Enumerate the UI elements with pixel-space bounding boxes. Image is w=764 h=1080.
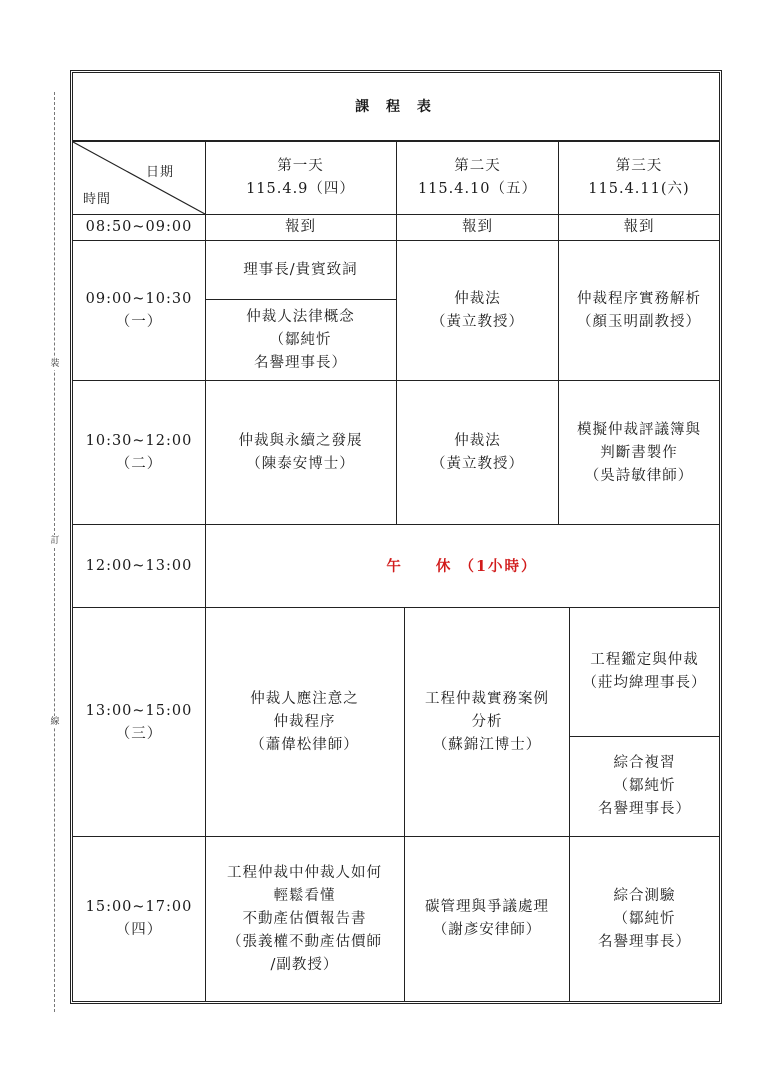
lunch-break: 午 休 （1小時） — [386, 558, 538, 575]
time-slot-1-time: 09:00~10:30 — [85, 291, 193, 307]
session-1-day-1-opening: 理事長/貴賓致詞 — [243, 261, 358, 278]
checkin-day-1: 報到 — [285, 219, 316, 235]
session-3-day-2: 工程仲裁實務案例 分析 （蘇錦江博士） — [425, 691, 549, 753]
time-slot-3: 12:00~13:00 — [85, 558, 193, 574]
session-1-day-2: 仲裁法 （黃立教授） — [431, 291, 524, 330]
session-1-day-1-lecture: 仲裁人法律概念 （鄒純忻 名譽理事長） — [246, 308, 355, 371]
rule — [396, 142, 397, 525]
rule — [73, 836, 719, 837]
day-3-date: 115.4.11(六) — [588, 181, 690, 197]
rule — [570, 736, 719, 737]
time-slot-1 — [73, 241, 205, 381]
binding-line — [54, 92, 55, 1012]
session-2-day-3: 模擬仲裁評議簿與 判斷書製作 （吳詩敏律師） — [577, 421, 701, 484]
session-2-day-2: 仲裁法 （黃立教授） — [431, 433, 524, 472]
time-slot-2-period: （二） — [115, 456, 163, 472]
day-1-date: 115.4.9（四） — [246, 181, 355, 197]
header-time-label: 時間 — [82, 191, 111, 207]
day-3-name: 第三天 — [615, 158, 663, 174]
binding-mark-3: 線 — [48, 716, 62, 728]
time-slot-2-time: 10:30~12:00 — [85, 433, 193, 449]
checkin-day-2: 報到 — [462, 219, 493, 235]
session-1-day-3: 仲裁程序實務解析 （顏玉明副教授） — [577, 291, 701, 330]
rule — [404, 608, 405, 1001]
time-slot-2 — [73, 381, 205, 525]
rule — [205, 299, 396, 300]
binding-mark-2: 訂 — [48, 535, 62, 547]
time-slot-0: 08:50~09:00 — [85, 219, 193, 235]
session-4-day-1: 工程仲裁中仲裁人如何 輕鬆看懂 不動產估價報告書 （張義權不動產估價師 /副教授） — [227, 864, 382, 973]
day-3-header — [559, 151, 719, 205]
rule — [205, 142, 206, 1001]
session-2-day-1: 仲裁與永續之發展 （陳泰安博士） — [238, 433, 363, 472]
day-2-date: 115.4.10（五） — [417, 181, 538, 197]
time-slot-1-period: （一） — [115, 314, 163, 330]
session-4-day-2: 碳管理與爭議處理 （謝彥安律師） — [425, 899, 549, 938]
time-slot-4-period: （三） — [115, 725, 163, 742]
binding-mark-1: 裝 — [48, 358, 62, 370]
schedule-table — [70, 70, 722, 1004]
header-date-label: 日期 — [145, 164, 174, 180]
page-title: 課 程 表 — [355, 98, 437, 115]
day-1-name: 第一天 — [277, 158, 324, 174]
session-3-day-3-second: 綜合複習 （鄒純忻 名譽理事長） — [598, 755, 691, 817]
session-3-day-1: 仲裁人應注意之 仲裁程序 （蕭偉松律師） — [250, 691, 359, 753]
time-slot-5-period: （四） — [115, 922, 163, 938]
time-slot-4 — [73, 608, 205, 837]
checkin-day-3: 報到 — [623, 219, 655, 235]
time-slot-4-time: 13:00~15:00 — [85, 702, 193, 719]
day-2-name: 第二天 — [454, 158, 501, 174]
rule — [558, 142, 559, 525]
time-slot-5-time: 15:00~17:00 — [85, 899, 193, 915]
rule — [73, 607, 719, 608]
rule — [569, 608, 570, 1001]
day-1-header — [205, 151, 396, 205]
day-2-header — [397, 151, 558, 205]
session-3-day-3-first: 工程鑑定與仲裁 （莊均緯理事長） — [582, 652, 707, 691]
session-4-day-3: 綜合測驗 （鄒純忻 名譽理事長） — [598, 887, 691, 950]
time-slot-5 — [73, 837, 205, 1001]
